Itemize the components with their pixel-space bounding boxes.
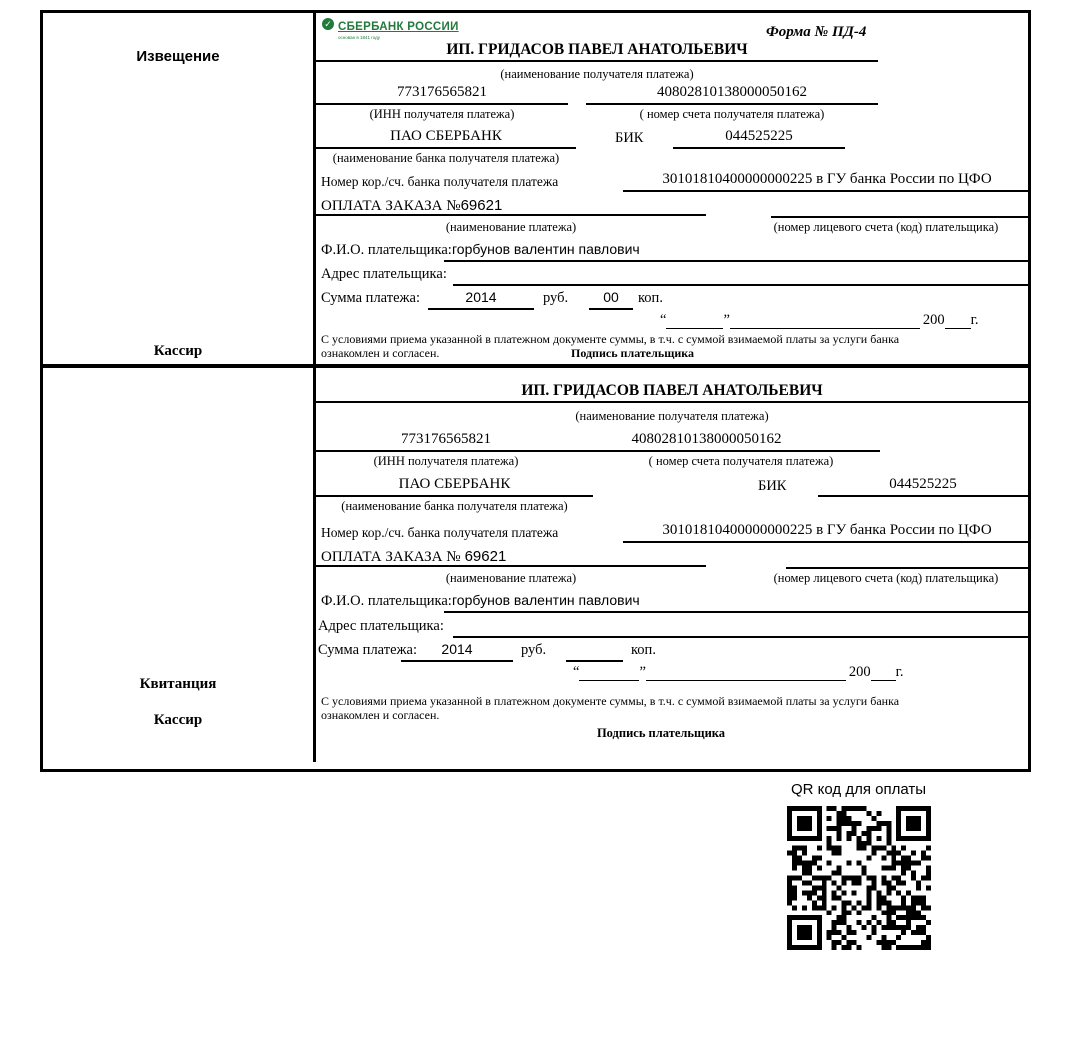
year-suffix: г. (895, 664, 904, 680)
agreement-line1: С условиями приема указанной в платежном документе суммы, в т.ч. с суммой взимаемой платы за услуги банка (321, 694, 900, 708)
recipient-account-value: 40802810138000050162 (586, 82, 878, 105)
caption-payment-purpose: (наименование платежа) (445, 571, 577, 585)
sum-rubles-value: 2014 (428, 287, 534, 310)
bik-label: БИК (758, 478, 787, 494)
date-row (573, 661, 904, 681)
quote-open: “ (660, 312, 667, 328)
bank-name-value: ПАО СБЕРБАНК (316, 474, 593, 497)
date-month-field (646, 662, 846, 681)
sberbank-logo-tagline: основан в 1841 году (338, 35, 381, 40)
sum-rubles-value: 2014 (401, 639, 513, 662)
caption-inn: (ИНН получателя платежа) (373, 454, 519, 468)
payer-address-label: Адрес плательщика: (318, 618, 444, 634)
payer-address-label: Адрес плательщика: (321, 266, 447, 282)
kopecks-label: коп. (638, 290, 663, 306)
bik-value: 044525225 (673, 126, 845, 149)
caption-account: ( номер счета получателя платежа) (648, 454, 834, 468)
qr-code (787, 806, 931, 950)
section1-side-column (43, 13, 316, 364)
payment-purpose-number: 69621 (464, 548, 507, 565)
sberbank-logo (322, 17, 459, 40)
section-izveshchenie (43, 13, 1028, 368)
date-month-field (730, 310, 920, 329)
payment-purpose-number: 69621 (460, 197, 503, 214)
section2-content (316, 368, 1028, 762)
qr-code-label: QR код для оплаты (790, 781, 926, 798)
corr-account-label: Номер кор./сч. банка получателя платежа (321, 525, 559, 540)
section1-cashier-label: Кассир (153, 343, 203, 359)
caption-personal-account: (номер лицевого счета (код) плательщика) (773, 220, 999, 234)
payment-purpose-label: ОПЛАТА ЗАКАЗА № (321, 198, 461, 214)
payer-name-label: Ф.И.О. плательщика: (321, 593, 452, 609)
bik-label: БИК (615, 130, 644, 146)
caption-payment-purpose: (наименование платежа) (445, 220, 577, 234)
caption-bank-name: (наименование банка получателя платежа) (332, 151, 560, 165)
date-year-field (945, 310, 971, 329)
quote-close: ” (723, 312, 730, 328)
payment-purpose-field (316, 546, 706, 567)
payment-purpose-field (316, 195, 706, 216)
recipient-name: ИП. ГРИДАСОВ ПАВЕЛ АНАТОЛЬЕВИЧ (316, 380, 1028, 403)
date-row (660, 309, 979, 329)
date-year-field (871, 662, 896, 681)
pd4-form-table (40, 10, 1031, 772)
agreement-line1: С условиями приема указанной в платежном документе суммы, в т.ч. с суммой взимаемой платы за услуги банка (321, 332, 900, 346)
payer-signature-label: Подпись плательщика (571, 346, 694, 360)
sum-kopecks-value: 00 (589, 287, 633, 310)
sum-kopecks-value (566, 639, 623, 662)
payment-sum-label: Сумма платежа: (318, 642, 417, 658)
caption-recipient-name: (наименование получателя платежа) (500, 67, 694, 81)
form-number-label: Форма № ПД-4 (766, 24, 867, 40)
caption-inn: (ИНН получателя платежа) (369, 107, 515, 121)
payer-name-value: горбунов валентин павлович (444, 239, 1028, 262)
corr-account-value: 30101810400000000225 в ГУ банка России по ЦФО (623, 520, 1031, 543)
section2-label: Квитанция (139, 676, 217, 692)
agreement-line2: ознакомлен и согласен. (321, 708, 440, 722)
payer-signature-label: Подпись плательщика (596, 726, 726, 740)
year-prefix: 200 (922, 312, 945, 328)
section-kvitanciya (43, 368, 1028, 762)
quote-open: “ (573, 664, 580, 680)
recipient-inn-value: 773176565821 (316, 429, 576, 452)
recipient-name: ИП. ГРИДАСОВ ПАВЕЛ АНАТОЛЬЕВИЧ (316, 39, 878, 62)
personal-account-field (771, 195, 1031, 218)
recipient-account-value: 40802810138000050162 (533, 429, 880, 452)
kopecks-label: коп. (631, 642, 656, 658)
recipient-inn-value: 773176565821 (316, 82, 568, 105)
agreement-text (321, 694, 976, 722)
caption-personal-account: (номер лицевого счета (код) плательщика) (773, 571, 999, 585)
bank-name-value: ПАО СБЕРБАНК (316, 126, 576, 149)
sberbank-logo-text: СБЕРБАНК РОССИИ (338, 21, 459, 33)
payment-purpose-label: ОПЛАТА ЗАКАЗА № (321, 549, 461, 565)
agreement-line2-row (321, 346, 976, 360)
quote-close: ” (639, 664, 646, 680)
section1-label: Извещение (136, 48, 220, 65)
rubles-label: руб. (521, 642, 547, 658)
payer-name-value: горбунов валентин павлович (444, 590, 1028, 613)
date-day-field (666, 310, 723, 329)
corr-account-value: 30101810400000000225 в ГУ банка России по ЦФО (623, 169, 1031, 192)
payer-address-field (453, 263, 1028, 286)
section2-side-column (43, 368, 316, 762)
payer-name-label: Ф.И.О. плательщика: (321, 242, 452, 258)
year-suffix: г. (970, 312, 979, 328)
agreement-line2: ознакомлен и согласен. (321, 346, 440, 360)
bik-value: 044525225 (818, 474, 1028, 497)
date-day-field (579, 662, 639, 681)
caption-recipient-name: (наименование получателя платежа) (575, 409, 769, 423)
caption-bank-name: (наименование банка получателя платежа) (341, 499, 568, 513)
section2-cashier-label: Кассир (153, 712, 203, 728)
caption-account: ( номер счета получателя платежа) (639, 107, 825, 121)
personal-account-field (786, 546, 1031, 569)
sberbank-logo-icon: ✓ (322, 18, 334, 30)
year-prefix: 200 (848, 664, 871, 680)
payer-address-field (453, 615, 1028, 638)
section1-content (316, 13, 1028, 364)
payment-sum-label: Сумма платежа: (321, 290, 420, 306)
rubles-label: руб. (543, 290, 569, 306)
corr-account-label: Номер кор./сч. банка получателя платежа (321, 174, 559, 189)
qr-code-image (787, 806, 931, 950)
agreement-text (321, 332, 976, 360)
